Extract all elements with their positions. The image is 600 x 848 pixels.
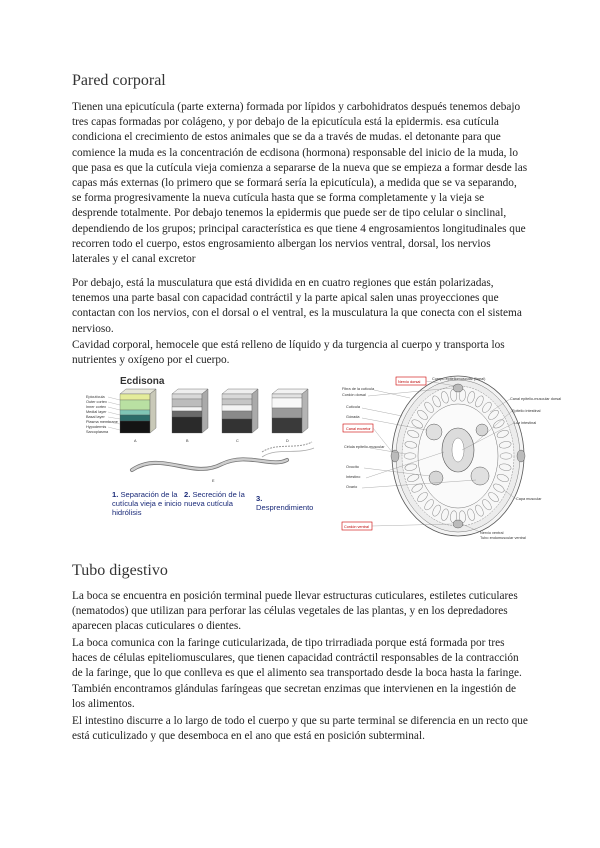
label: Ovario [346,485,358,489]
paragraph-boca: La boca se encuentra en posición terminal puede llevar estructuras cuticulares, estiletes cuticulares (nematodos) que utilizan para perforar las células vegetales de las plantas, y en los depredadores aparecen placas cuticulares o dientes. [72,590,518,633]
paragraph-intestino: El intestino discurre a lo largo de todo el cuerpo y que su parte terminal se diferencia en un recto que está cuticulizado y que desemboca en el ano que está en posición subterminal. [72,715,528,743]
paragraph-faringe: La boca comunica con la faringe cuticularizada, de tipo trirradiada porque está formada por tres haces de células epiteliomusculares, que tienen capacidad contráctil responsables de la contracción de la faringe, que lo que conlleva es que el alimento sea transportado desde la boca hasta la faringe. También encontramos glándulas faríngeas que secretan enzimas que intervienen en la ingestión de los alimentos. [72,637,522,710]
figures-row [72,372,562,540]
layer-label: Sarcoplasma [86,430,109,434]
caption-desprendimiento: 3. Desprendimiento [256,494,314,512]
cuticle-block-b [172,389,208,433]
figure-ecdisona [72,372,332,540]
panel-letter: D [286,439,289,443]
label-highlighted: Canal excretor [346,427,371,431]
heading-pared-corporal: Pared corporal [72,72,166,89]
label: Canal epitelio-muscular dorsal [510,397,562,401]
label: Nervio ventral [480,531,504,535]
label-highlighted: Cordón ventral [344,525,369,529]
label-highlighted: Nervio dorsal [398,380,421,384]
label: Epitelio intestinal [512,409,541,413]
label-leaders [108,397,120,430]
label: Fibra de la cutícula [342,387,375,391]
molting-larva-illustration [132,442,314,470]
label: Célula epitelio-muscular [344,445,385,449]
label: Luz intestinal [514,421,537,425]
label: Cuerpo epiteliomuscular (lineal) [432,377,486,381]
cuticle-block-d [272,389,308,433]
panel-letter: B [186,439,189,443]
caption-secrecion: 2. Secreción de la nueva cutícula [184,490,245,508]
cross-section-diagram [340,372,562,540]
label: Gónada [346,415,360,419]
layer-label: Plasma membrane [86,420,118,424]
cuticle-block-c [222,389,258,433]
paragraph-musculatura: Por debajo, está la musculatura que está dividida en en cuatro regiones que están polarizadas, tenemos una parte basal con capacidad contráctil y la parte apical salen unas proyecciones que contactan con los nervios, con el dorsal o el ventral, es la musculatura la que conecta con el sistema nervioso. [72,277,522,335]
layer-label: Basal layer [86,415,105,419]
larva-letter: E [212,479,215,483]
label: Capa muscular [516,497,542,501]
heading-tubo-digestivo: Tubo digestivo [72,562,168,579]
figure-title-ecdisona: Ecdisona [120,376,165,387]
paragraph-cavidad-corporal: Cavidad corporal, hemocele que está relleno de líquido y da turgencia al cuerpo y transporta los nutrientes y oxígeno por el cuerpo. [72,339,505,367]
panel-letter: A [134,439,137,443]
label: Tubo endomuscular ventral [480,536,526,540]
label: Ovocito [346,465,359,469]
label: Intestino [346,475,361,479]
label: Cordón dorsal [342,393,366,397]
paragraph-epicuticula: Tienen una epicutícula (parte externa) formada por lípidos y carbohidratos después tenemos debajo tres capas formadas por colágeno, y por debajo de la epicutícula está la epidermis. esa cutícula condiciona el crecimiento de estos animales que se da a través de mudas. el detonante para que comience la muda es la concentración de ecdisona (hormona) responsable del inicio de la muda, lo que pasa es que la cutícula vieja comienza a separarse de la nueva que se empieza a formar desde las capas más externas (lo primero que se formará sería la epicutícula), a medida que se va separando, se forma progresivamente la nueva cutícula hasta que se forma completamente y la vieja se desprende totalmente. Por debajo tenemos la epidermis que puede ser de tipo celular o sinclinal, dependiendo de los grupos; principal característica es que tiene 4 engrosamientos longitudinales que recorren todo el cuerpo, estos engrosamiento albergan los nervios ventral, dorsal, los nervios laterales y el canal excretor [72,101,528,266]
ecdysis-diagram [72,372,332,540]
label: Cutícula [346,405,360,409]
layer-label: Medial layer [86,410,107,414]
layer-label: Inner cortex [86,405,107,409]
cuticle-block-a [120,389,156,433]
layer-label: Hypodermis [86,425,107,429]
figure-cross-section [340,372,562,540]
layer-label: Outer cortex [86,400,107,404]
layer-label: Epicutícula [86,395,105,399]
panel-letter: C [236,439,239,443]
caption-separacion: 1. Separación de la cutícula vieja e inicio hidrólisis [112,490,182,517]
